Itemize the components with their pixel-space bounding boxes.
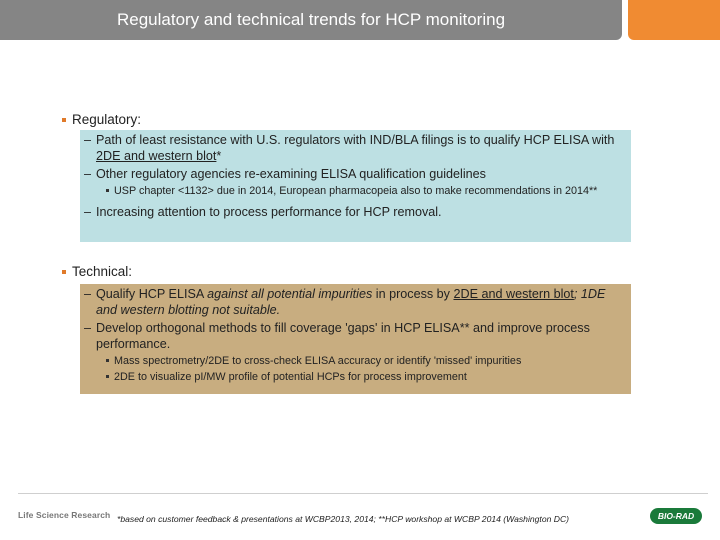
regulatory-heading-text: Regulatory: (72, 112, 142, 127)
regulatory-item-1-text-c: * (216, 149, 222, 163)
technical-item-1-text-a: Qualify HCP ELISA (96, 287, 208, 301)
technical-sub-2-text: 2DE to visualize pI/MW profile of potential HCPs for process improvement (114, 371, 467, 383)
technical-item-1: – Qualify HCP ELISA against all potential impurities in process by 2DE and western blot; 1DE and western blotting not suitable. (84, 287, 606, 317)
regulatory-item-2: – Other regulatory agencies re-examining ELISA qualification guidelines (84, 167, 486, 181)
regulatory-item-2-text: Other regulatory agencies re-examining ELISA qualification guidelines (96, 167, 486, 181)
technical-heading (62, 264, 132, 279)
bio-rad-logo (650, 508, 702, 524)
sub-bullet-icon (106, 189, 109, 192)
footer-divider (18, 493, 708, 494)
footer-note: *based on customer feedback & presentations at WCBP2013, 2014; **HCP workshop at WCBP 2014 (Washington DC) (117, 514, 570, 524)
technical-item-1-text-e: ; 1DE and western blotting not suitable. (96, 287, 606, 317)
regulatory-item-3-text: Increasing attention to process performance for HCP removal. (96, 205, 442, 219)
technical-sub-2 (84, 370, 623, 384)
technical-panel (80, 284, 631, 394)
title-bar (0, 0, 622, 40)
technical-item-1-text-c: in process by (372, 287, 454, 301)
sub-bullet-icon (106, 359, 109, 362)
footer-brand-text: Life Science Research (18, 510, 111, 520)
regulatory-item-1-text-a: Path of least resistance with U.S. regulators with IND/BLA filings is to qualify HCP ELISA with (96, 133, 615, 147)
slide-title: Regulatory and technical trends for HCP monitoring (116, 10, 506, 29)
regulatory-panel (80, 130, 631, 242)
technical-sub-1 (84, 354, 623, 368)
sub-bullet-icon (106, 375, 109, 378)
technical-item-2: – Develop orthogonal methods to fill coverage 'gaps' in HCP ELISA** and improve process performance. (84, 321, 590, 351)
regulatory-sub-1 (84, 184, 623, 198)
technical-item-1-text-d: 2DE and western blot (453, 287, 574, 301)
technical-heading-text: Technical: (72, 264, 133, 279)
regulatory-sub-1-text: USP chapter <1132> due in 2014, European pharmacopeia also to make recommendations in 2014** (114, 185, 598, 197)
bullet-icon (62, 118, 66, 122)
technical-item-2-text: Develop orthogonal methods to fill coverage 'gaps' in HCP ELISA** and improve process performance. (96, 321, 590, 351)
technical-item-1-text-b: against all potential impurities (207, 287, 373, 301)
regulatory-item-1-text-b: 2DE and western blot (96, 149, 217, 163)
bullet-icon (62, 270, 66, 274)
regulatory-item-3: – Increasing attention to process performance for HCP removal. (84, 205, 442, 219)
technical-sub-1-text: Mass spectrometry/2DE to cross-check ELISA accuracy or identify 'missed' impurities (114, 355, 522, 367)
regulatory-heading (62, 112, 141, 127)
logo-text: BIO-RAD (657, 511, 695, 521)
accent-box (628, 0, 720, 40)
regulatory-item-1: – Path of least resistance with U.S. regulators with IND/BLA filings is to qualify HCP ELISA with 2DE and western blot* (84, 133, 615, 163)
